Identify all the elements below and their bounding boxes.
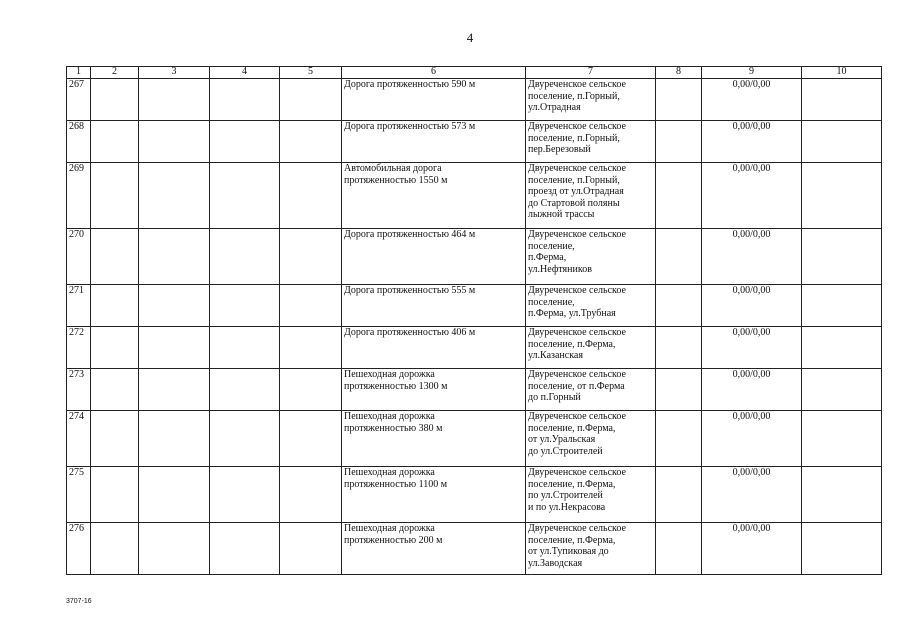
row-number: 276 — [67, 523, 91, 575]
object-address-line: ул.Заводская — [528, 557, 583, 569]
header-row — [67, 67, 882, 79]
empty-cell — [139, 523, 210, 575]
object-address-line: и по ул.Некрасова — [528, 501, 606, 513]
empty-cell — [656, 369, 702, 411]
table-row — [67, 79, 882, 121]
empty-cell — [91, 523, 139, 575]
object-name-line: Дорога протяженностью 590 м — [344, 79, 476, 90]
empty-cell — [91, 411, 139, 467]
object-name — [342, 411, 526, 467]
object-address-line: Двуреченское сельское — [528, 523, 626, 534]
object-name-line: Пешеходная дорожка — [344, 467, 435, 478]
empty-cell — [656, 523, 702, 575]
object-address-line: Двуреченское сельское — [528, 369, 626, 380]
empty-cell — [280, 467, 342, 523]
object-address-line: от ул.Уральская — [528, 434, 596, 446]
empty-cell — [280, 163, 342, 229]
empty-cell — [280, 327, 342, 369]
empty-cell — [210, 467, 280, 523]
object-address-line: поселение, п.Ферма, — [528, 422, 616, 434]
table-row — [67, 523, 882, 575]
object-name-line: Автомобильная дорога — [344, 163, 442, 174]
object-value: 0,00/0,00 — [702, 285, 802, 327]
empty-cell — [280, 79, 342, 121]
empty-cell — [91, 369, 139, 411]
row-number: 267 — [67, 79, 91, 121]
object-name-line: Дорога протяженностью 406 м — [344, 327, 476, 338]
column-header-6: 6 — [342, 67, 526, 79]
object-address-line: до ул.Строителей — [528, 445, 603, 457]
object-address — [526, 523, 656, 575]
object-address-line: по ул.Строителей — [528, 490, 603, 502]
object-name-line: протяженностью 1300 м — [344, 380, 448, 392]
object-name — [342, 467, 526, 523]
table-row — [67, 411, 882, 467]
empty-cell — [802, 285, 882, 327]
object-address-line: поселение, — [528, 296, 575, 308]
object-name-line: протяженностью 1550 м — [344, 174, 448, 186]
object-address-line: поселение, п.Ферма, — [528, 534, 616, 546]
object-address-line: поселение, — [528, 240, 575, 252]
row-number: 273 — [67, 369, 91, 411]
empty-cell — [656, 327, 702, 369]
object-address — [526, 327, 656, 369]
empty-cell — [802, 467, 882, 523]
empty-cell — [91, 285, 139, 327]
object-address — [526, 285, 656, 327]
empty-cell — [210, 411, 280, 467]
object-address-line: Двуреченское сельское — [528, 229, 626, 240]
object-value: 0,00/0,00 — [702, 411, 802, 467]
empty-cell — [91, 229, 139, 285]
object-name-line: Дорога протяженностью 555 м — [344, 285, 476, 296]
empty-cell — [656, 79, 702, 121]
object-address-line: п.Ферма, — [528, 252, 567, 264]
empty-cell — [91, 327, 139, 369]
object-value: 0,00/0,00 — [702, 523, 802, 575]
table-row — [67, 121, 882, 163]
object-address-line: проезд от ул.Отрадная — [528, 186, 624, 198]
object-address-line: поселение, п.Горный, — [528, 90, 620, 102]
empty-cell — [210, 327, 280, 369]
column-header-2: 2 — [91, 67, 139, 79]
column-header-5: 5 — [280, 67, 342, 79]
empty-cell — [210, 229, 280, 285]
empty-cell — [802, 411, 882, 467]
object-name-line: Пешеходная дорожка — [344, 369, 435, 380]
footer-code: 3707-16 — [66, 598, 92, 605]
object-address-line: поселение, п.Ферма, — [528, 338, 616, 350]
column-header-4: 4 — [210, 67, 280, 79]
object-address-line: пер.Березовый — [528, 144, 591, 156]
object-address — [526, 79, 656, 121]
object-address-line: п.Ферма, ул.Трубная — [528, 308, 616, 320]
object-address-line: поселение, п.Горный, — [528, 174, 620, 186]
object-name — [342, 121, 526, 163]
object-address-line: Двуреченское сельское — [528, 285, 626, 296]
empty-cell — [280, 229, 342, 285]
row-number: 272 — [67, 327, 91, 369]
empty-cell — [139, 327, 210, 369]
object-value: 0,00/0,00 — [702, 79, 802, 121]
object-address-line: Двуреченское сельское — [528, 163, 626, 174]
row-number: 270 — [67, 229, 91, 285]
empty-cell — [656, 121, 702, 163]
object-address-line: Двуреченское сельское — [528, 327, 626, 338]
table-row — [67, 327, 882, 369]
empty-cell — [280, 285, 342, 327]
object-value: 0,00/0,00 — [702, 467, 802, 523]
object-name — [342, 369, 526, 411]
column-header-10: 10 — [802, 67, 882, 79]
empty-cell — [280, 369, 342, 411]
empty-cell — [91, 467, 139, 523]
object-address-line: Двуреченское сельское — [528, 79, 626, 90]
empty-cell — [656, 467, 702, 523]
object-value: 0,00/0,00 — [702, 369, 802, 411]
row-number: 275 — [67, 467, 91, 523]
column-header-3: 3 — [139, 67, 210, 79]
object-address-line: ул.Казанская — [528, 350, 583, 362]
empty-cell — [802, 369, 882, 411]
empty-cell — [139, 285, 210, 327]
object-value: 0,00/0,00 — [702, 163, 802, 229]
empty-cell — [802, 163, 882, 229]
object-address-line: Двуреченское сельское — [528, 411, 626, 422]
object-address-line: поселение, п.Ферма, — [528, 478, 616, 490]
object-name-line: Пешеходная дорожка — [344, 523, 435, 534]
object-address-line: поселение, п.Горный, — [528, 132, 620, 144]
empty-cell — [139, 229, 210, 285]
object-value: 0,00/0,00 — [702, 327, 802, 369]
table-body — [67, 79, 882, 575]
object-name — [342, 79, 526, 121]
object-address — [526, 163, 656, 229]
object-address-line: до п.Горный — [528, 392, 581, 404]
table-row — [67, 163, 882, 229]
registry-table — [66, 66, 882, 575]
empty-cell — [210, 79, 280, 121]
object-value: 0,00/0,00 — [702, 121, 802, 163]
object-address-line: лыжной трассы — [528, 209, 595, 221]
empty-cell — [91, 121, 139, 163]
empty-cell — [91, 79, 139, 121]
empty-cell — [91, 163, 139, 229]
column-header-7: 7 — [526, 67, 656, 79]
empty-cell — [802, 79, 882, 121]
empty-cell — [656, 411, 702, 467]
table-row — [67, 369, 882, 411]
empty-cell — [139, 411, 210, 467]
column-header-9: 9 — [702, 67, 802, 79]
object-name-line: протяженностью 1100 м — [344, 478, 448, 490]
row-number: 268 — [67, 121, 91, 163]
empty-cell — [656, 229, 702, 285]
empty-cell — [139, 467, 210, 523]
empty-cell — [802, 523, 882, 575]
empty-cell — [802, 121, 882, 163]
empty-cell — [210, 285, 280, 327]
object-address-line: ул.Отрадная — [528, 102, 581, 114]
table-row — [67, 467, 882, 523]
row-number: 271 — [67, 285, 91, 327]
empty-cell — [139, 369, 210, 411]
object-address-line: Двуреченское сельское — [528, 467, 626, 478]
row-number: 269 — [67, 163, 91, 229]
object-name-line: протяженностью 380 м — [344, 422, 443, 434]
empty-cell — [210, 369, 280, 411]
object-name-line: Дорога протяженностью 573 м — [344, 121, 476, 132]
object-name — [342, 229, 526, 285]
object-address — [526, 467, 656, 523]
object-address — [526, 411, 656, 467]
empty-cell — [280, 523, 342, 575]
table-row — [67, 229, 882, 285]
empty-cell — [802, 229, 882, 285]
object-address-line: от ул.Тупиковая до — [528, 546, 609, 558]
empty-cell — [139, 163, 210, 229]
empty-cell — [210, 121, 280, 163]
object-name-line: протяженностью 200 м — [344, 534, 443, 546]
empty-cell — [139, 121, 210, 163]
column-header-8: 8 — [656, 67, 702, 79]
empty-cell — [656, 285, 702, 327]
table-row — [67, 285, 882, 327]
object-address-line: до Стартовой поляны — [528, 197, 620, 209]
column-header-1: 1 — [67, 67, 91, 79]
empty-cell — [139, 79, 210, 121]
page-number: 4 — [466, 30, 474, 45]
object-name-line: Дорога протяженностью 464 м — [344, 229, 476, 240]
empty-cell — [802, 327, 882, 369]
empty-cell — [210, 163, 280, 229]
object-value: 0,00/0,00 — [702, 229, 802, 285]
object-address — [526, 369, 656, 411]
empty-cell — [280, 411, 342, 467]
object-name — [342, 163, 526, 229]
empty-cell — [656, 163, 702, 229]
object-name — [342, 285, 526, 327]
object-name — [342, 523, 526, 575]
empty-cell — [210, 523, 280, 575]
object-address-line: поселение, от п.Ферма — [528, 380, 625, 392]
object-address — [526, 121, 656, 163]
object-address — [526, 229, 656, 285]
object-name-line: Пешеходная дорожка — [344, 411, 435, 422]
object-name — [342, 327, 526, 369]
object-address-line: ул.Нефтяников — [528, 263, 592, 275]
object-address-line: Двуреченское сельское — [528, 121, 626, 132]
empty-cell — [280, 121, 342, 163]
row-number: 274 — [67, 411, 91, 467]
